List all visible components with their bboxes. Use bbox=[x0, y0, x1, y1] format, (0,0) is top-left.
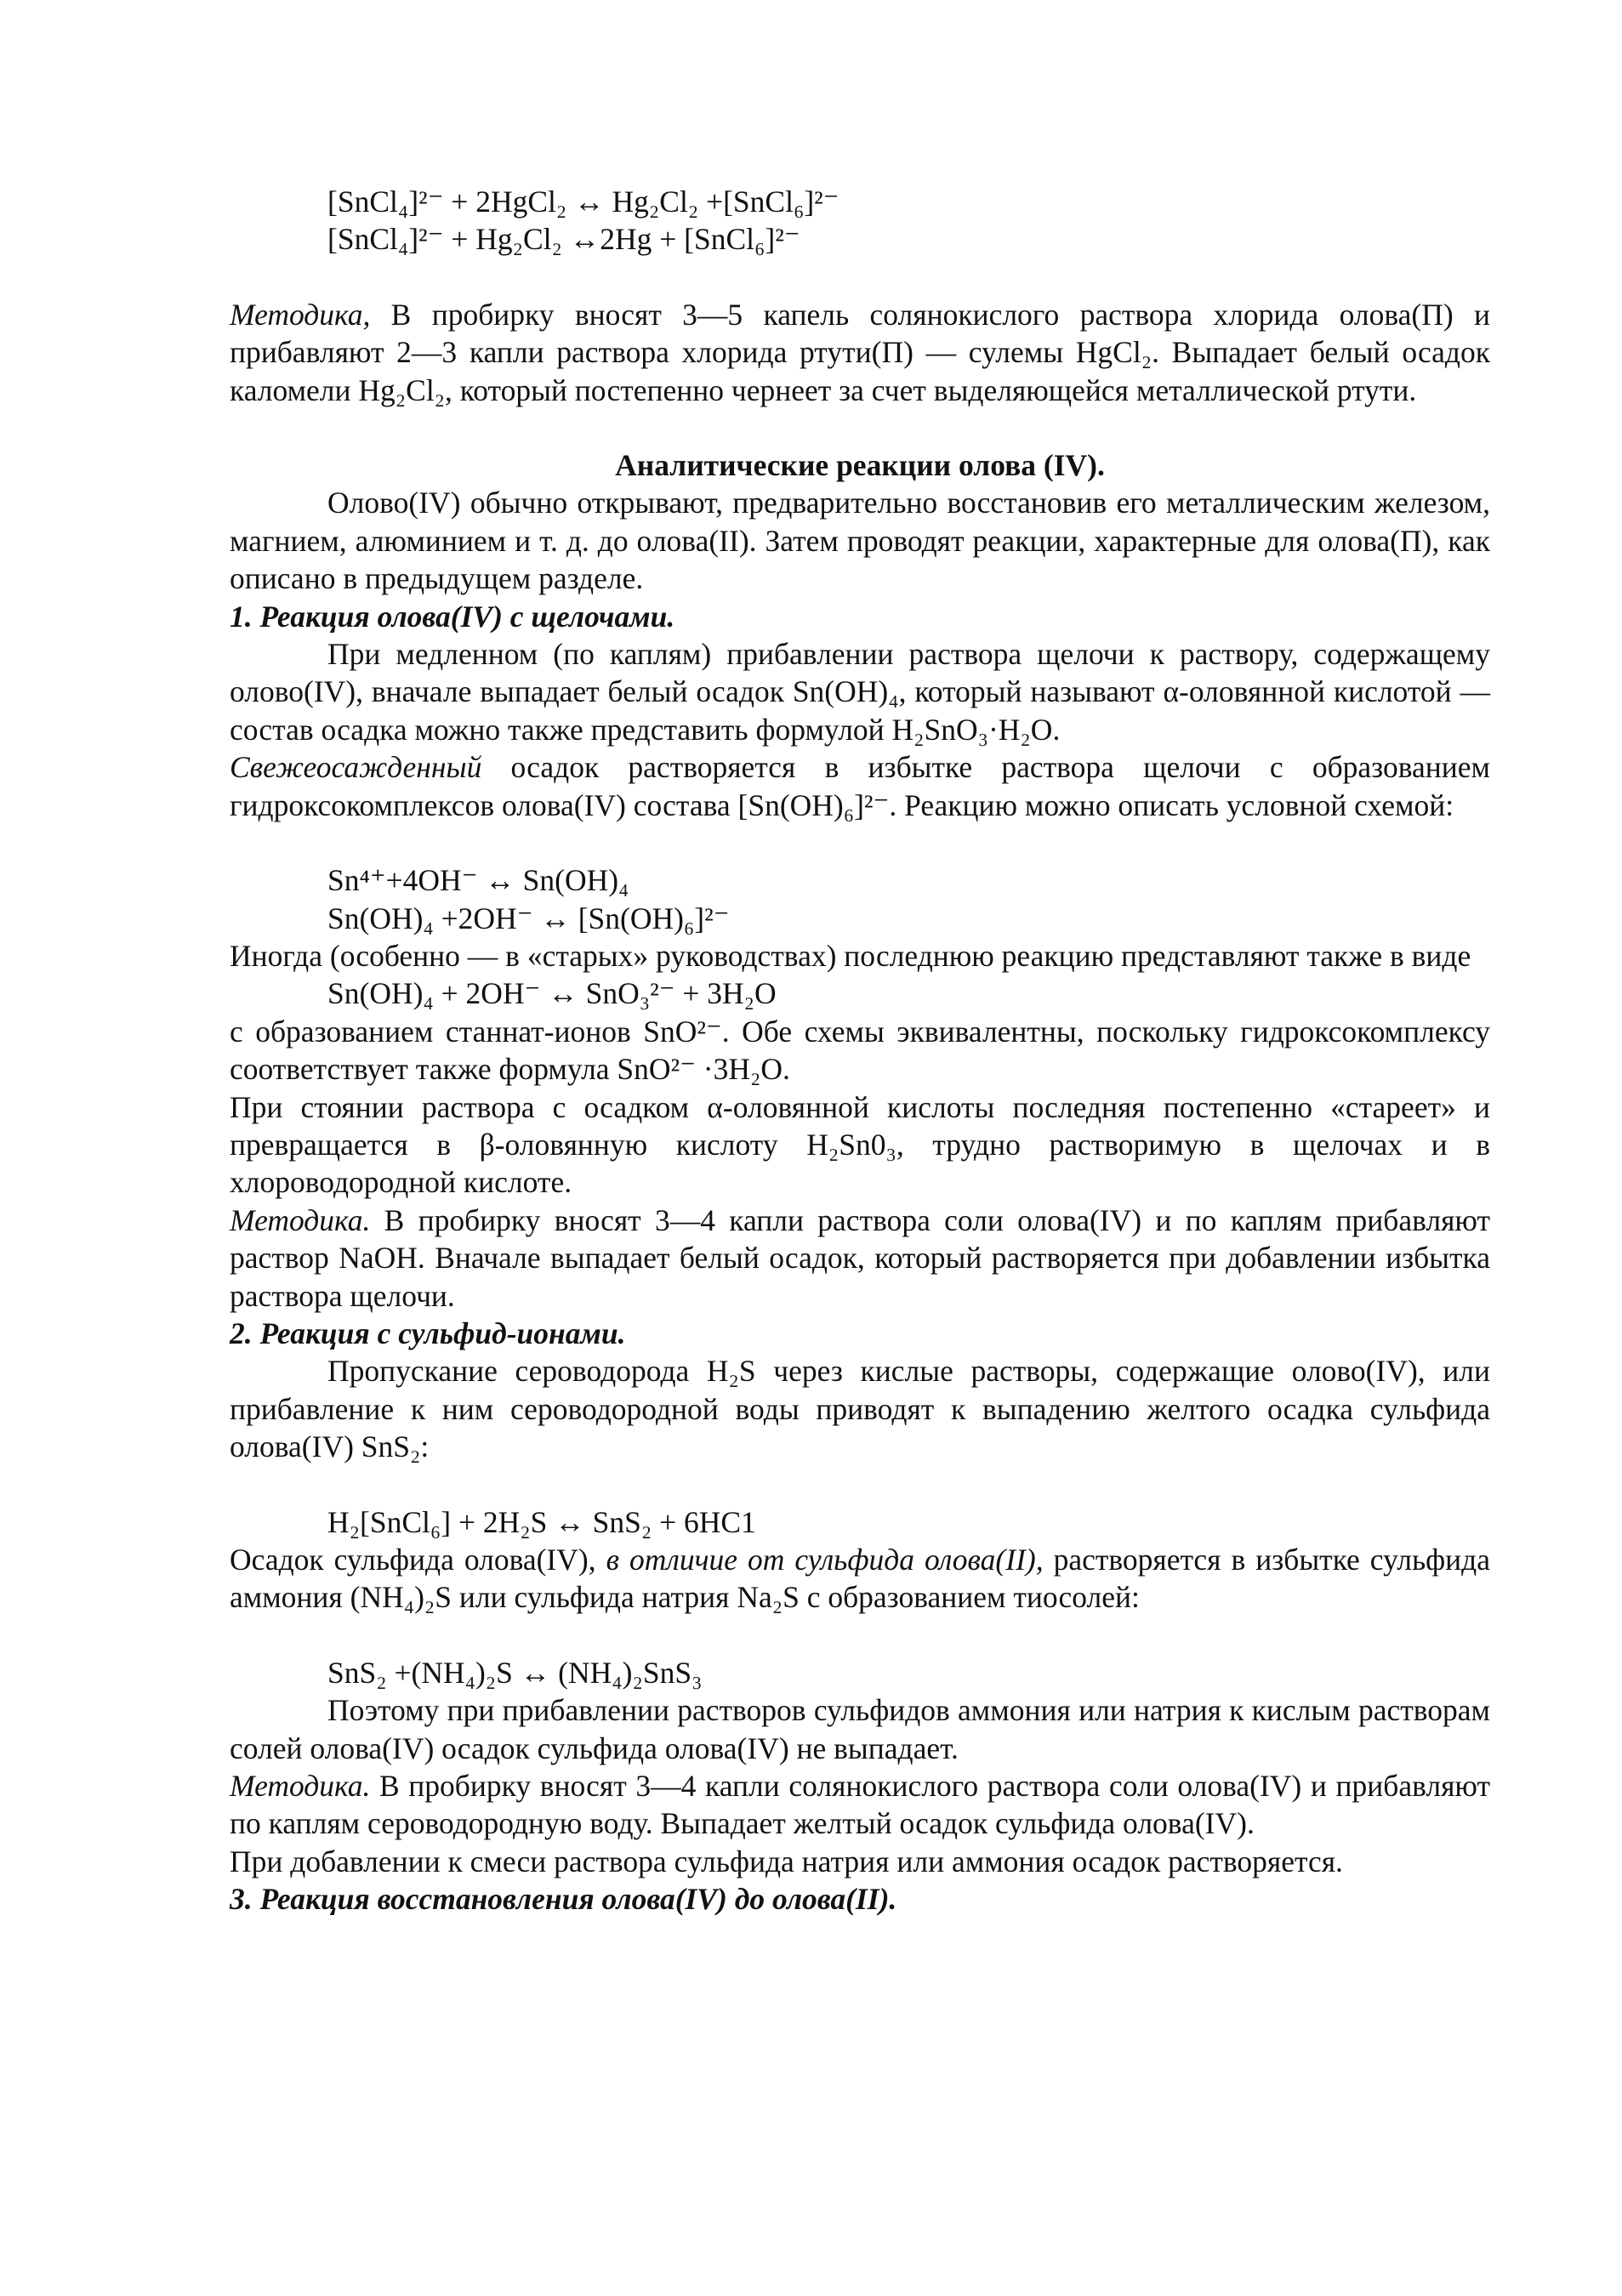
subheading-3: 3. Реакция восстановления олова(IV) до олова(II). bbox=[230, 1882, 897, 1917]
method-paragraph-3 bbox=[230, 1767, 1490, 1843]
method-label: Методика. bbox=[230, 1769, 371, 1804]
equation-5: Sn(OH)₄ + 2OH⁻ ↔ SnO₃²⁻ + 3H₂O bbox=[327, 976, 777, 1011]
document-page bbox=[230, 183, 1490, 1918]
italic-term: в отличие от сульфида олова(II), bbox=[606, 1543, 1044, 1577]
subheading-2: 2. Реакция с сульфид-ионами. bbox=[230, 1316, 626, 1350]
equation-3: Sn⁴⁺+4OH⁻ ↔ Sn(OH)₄ bbox=[327, 863, 629, 898]
paragraph-text: Осадок сульфида олова(IV), bbox=[230, 1543, 606, 1577]
subheading-1: 1. Реакция олова(IV) с щелочами. bbox=[230, 599, 675, 634]
paragraph-alkali: При медленном (по каплям) прибавлении раствора щелочи к раствору, содержащему олово(IV), вначале выпадает белый осадок Sn(OH)₄, который называют α-оловянной кислотой — состав осадка можно также представить формулой H₂SnO₃·H₂O. bbox=[230, 637, 1490, 747]
method-label: Методика, bbox=[230, 297, 371, 332]
paragraph-text: осадок растворяется в избытке раствора щелочи с образованием гидроксокомплексов олова(IV) состава [Sn(OH)₆]²⁻. Реакцию можно описать условной схемой: bbox=[230, 750, 1490, 822]
method-text: В пробирку вносят 3—4 капли солянокислого раствора соли олова(IV) и прибавляют по каплям сероводородную воду. Выпадает желтый осадок сульфида олова(IV). bbox=[230, 1769, 1490, 1841]
method-label: Методика. bbox=[230, 1202, 371, 1237]
method-paragraph-2 bbox=[230, 1202, 1490, 1315]
paragraph-aging: При стоянии раствора с осадком α-оловянной кислоты последняя постепенно «стареет» и превращается в β-оловянную кислоту H₂Sn0₃, трудно растворимую в щелочах и в хлороводородной кислоте. bbox=[230, 1089, 1490, 1200]
italic-term: Свежеосажденный bbox=[230, 750, 482, 785]
equation-2: [SnCl₄]²⁻ + Hg₂Cl₂ ↔2Hg + [SnCl₆]²⁻ bbox=[327, 222, 800, 257]
paragraph-stannate: с образованием станнат-ионов SnO²⁻. Обе схемы эквивалентны, поскольку гидроксокомплексу соответствует также формула SnO²⁻ ·3H₂O. bbox=[230, 1014, 1490, 1087]
method-text: В пробирку вносят 3—5 капель солянокислого раствора хлорида олова(П) и прибавляют 2—3 капли раствора хлорида ртути(П) — сулемы HgCl₂. Выпадает белый осадок каломели Hg₂Cl₂, который постепенно чернеет за счет выделяющейся металлической ртути. bbox=[230, 297, 1490, 407]
paragraph-fresh-precipitate bbox=[230, 748, 1490, 824]
paragraph-old-guides: Иногда (особенно — в «старых» руководствах) последнюю реакцию представляют также в виде bbox=[230, 938, 1471, 973]
equation-4: Sn(OH)₄ +2OH⁻ ↔ [Sn(OH)₆]²⁻ bbox=[327, 901, 730, 935]
paragraph-sulfide-dissolve bbox=[230, 1541, 1490, 1617]
section-title: Аналитические реакции олова (IV). bbox=[615, 448, 1105, 483]
equation-7: SnS₂ +(NH₄)₂S ↔ (NH₄)₂SnS₃ bbox=[327, 1655, 703, 1690]
paragraph-h2s: Пропускание сероводорода H₂S через кислые растворы, содержащие олово(IV), или прибавление к ним сероводородной воды приводят к выпадению желтого осадка сульфида олова(IV) SnS₂: bbox=[230, 1354, 1490, 1464]
equation-1: [SnCl₄]²⁻ + 2HgCl₂ ↔ Hg₂Cl₂ +[SnCl₆]²⁻ bbox=[327, 185, 839, 219]
paragraph-text: растворяется в избытке сульфида аммония (NH₄)₂S или сульфида натрия Na₂S с образованием тиосолей: bbox=[230, 1543, 1490, 1615]
method-text: В пробирку вносят 3—4 капли раствора соли олова(IV) и по каплям прибавляют раствор NaOH. Вначале выпадает белый осадок, который растворяется при добавлении избытка раствора щелочи. bbox=[230, 1202, 1490, 1313]
equation-6: H₂[SnCl₆] + 2H₂S ↔ SnS₂ + 6HC1 bbox=[327, 1504, 756, 1539]
method-paragraph-1 bbox=[230, 296, 1490, 409]
paragraph-no-precipitate: Поэтому при прибавлении растворов сульфидов аммония или натрия к кислым растворам солей олова(IV) осадок сульфида олова(IV) не выпадает. bbox=[230, 1693, 1490, 1765]
paragraph-dissolves: При добавлении к смеси раствора сульфида натрия или аммония осадок растворяется. bbox=[230, 1844, 1343, 1878]
intro-paragraph: Олово(IV) обычно открывают, предварительно восстановив его металлическим железом, магнием, алюминием и т. д. до олова(II). Затем проводят реакции, характерные для олова(П), как описано в предыдущем разделе. bbox=[230, 486, 1490, 596]
